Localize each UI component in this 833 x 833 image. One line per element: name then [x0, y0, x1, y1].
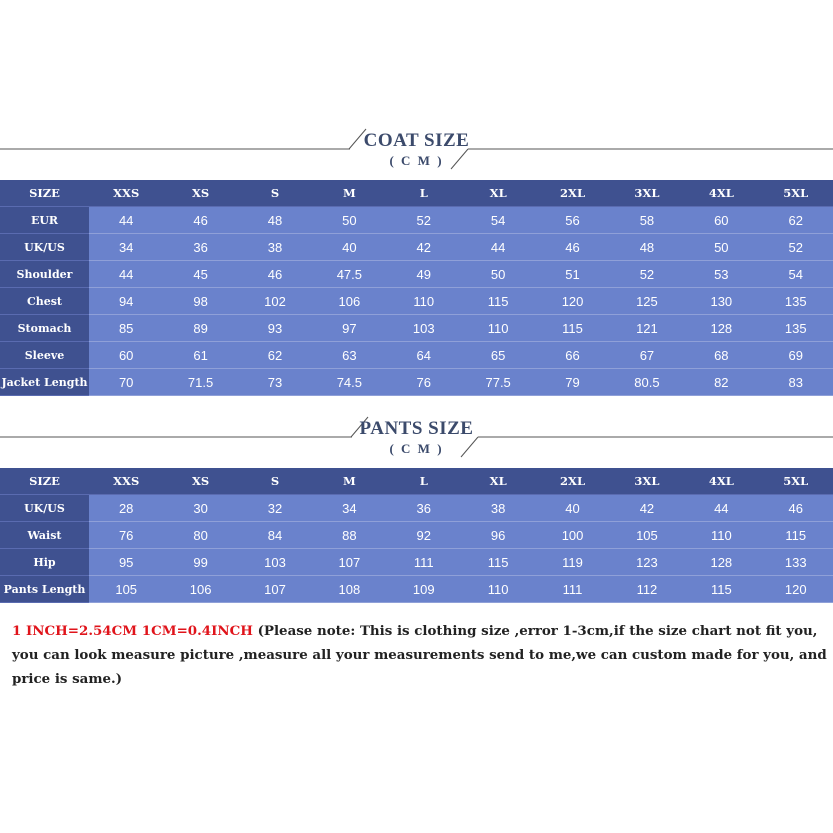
pants-cell: 123 [610, 549, 684, 576]
table-row [0, 576, 833, 603]
coat-cell: 64 [387, 342, 461, 369]
coat-cell: 69 [759, 342, 833, 369]
coat-cell: 82 [684, 369, 758, 396]
coat-cell: 67 [610, 342, 684, 369]
coat-cell: 121 [610, 315, 684, 342]
table-row [0, 342, 833, 369]
coat-cell: 48 [238, 207, 312, 234]
pants-size-header: L [387, 468, 461, 495]
coat-cell: 44 [89, 207, 163, 234]
coat-header-row [0, 180, 833, 207]
coat-cell: 135 [759, 315, 833, 342]
coat-cell: 40 [312, 234, 386, 261]
coat-cell: 120 [535, 288, 609, 315]
coat-size-header: XL [461, 180, 535, 207]
pants-title-block [0, 413, 833, 463]
coat-size-header: S [238, 180, 312, 207]
coat-cell: 61 [163, 342, 237, 369]
coat-unit: ( C M ) [389, 153, 444, 168]
coat-cell: 94 [89, 288, 163, 315]
coat-cell: 115 [535, 315, 609, 342]
pants-cell: 107 [238, 576, 312, 603]
coat-cell: 97 [312, 315, 386, 342]
coat-cell: 130 [684, 288, 758, 315]
pants-size-table [0, 468, 833, 603]
coat-row-label: Stomach [0, 315, 89, 342]
table-row [0, 288, 833, 315]
pants-cell: 108 [312, 576, 386, 603]
pants-unit: ( C M ) [389, 441, 444, 456]
coat-size-table [0, 180, 833, 396]
pants-cell: 38 [461, 495, 535, 522]
pants-cell: 100 [535, 522, 609, 549]
pants-size-header: 2XL [535, 468, 609, 495]
coat-cell: 128 [684, 315, 758, 342]
pants-cell: 109 [387, 576, 461, 603]
coat-cell: 135 [759, 288, 833, 315]
pants-cell: 40 [535, 495, 609, 522]
coat-size-header: M [312, 180, 386, 207]
table-row [0, 369, 833, 396]
pants-cell: 119 [535, 549, 609, 576]
pants-cell: 99 [163, 549, 237, 576]
pants-cell: 115 [684, 576, 758, 603]
coat-cell: 46 [238, 261, 312, 288]
coat-cell: 89 [163, 315, 237, 342]
pants-cell: 111 [387, 549, 461, 576]
coat-cell: 44 [461, 234, 535, 261]
coat-cell: 38 [238, 234, 312, 261]
pants-cell: 105 [89, 576, 163, 603]
coat-cell: 52 [387, 207, 461, 234]
coat-cell: 68 [684, 342, 758, 369]
pants-size-header: S [238, 468, 312, 495]
coat-cell: 45 [163, 261, 237, 288]
table-row [0, 315, 833, 342]
pants-cell: 96 [461, 522, 535, 549]
coat-cell: 48 [610, 234, 684, 261]
coat-cell: 106 [312, 288, 386, 315]
coat-cell: 63 [312, 342, 386, 369]
coat-cell: 52 [610, 261, 684, 288]
table-row [0, 495, 833, 522]
size-note [12, 619, 827, 691]
coat-row-label: Chest [0, 288, 89, 315]
coat-cell: 53 [684, 261, 758, 288]
coat-cell: 50 [461, 261, 535, 288]
pants-title: PANTS SIZE [359, 418, 474, 439]
coat-cell: 115 [461, 288, 535, 315]
coat-cell: 76 [387, 369, 461, 396]
note-text: (Please note: This is clothing size ,error 1-3cm,if the size chart not fit you, you can look measure picture ,measure all your measurements send to me,we can custom made for you, and price is same.) [12, 623, 827, 687]
coat-cell: 62 [238, 342, 312, 369]
coat-cell: 44 [89, 261, 163, 288]
coat-cell: 93 [238, 315, 312, 342]
pants-row-label: Waist [0, 522, 89, 549]
coat-cell: 34 [89, 234, 163, 261]
pants-cell: 28 [89, 495, 163, 522]
pants-size-header: XL [461, 468, 535, 495]
coat-cell: 80.5 [610, 369, 684, 396]
pants-cell: 46 [759, 495, 833, 522]
pants-row-label: Pants Length [0, 576, 89, 603]
pants-cell: 42 [610, 495, 684, 522]
conversion-note: 1 INCH=2.54CM 1CM=0.4INCH [12, 623, 253, 639]
coat-cell: 46 [163, 207, 237, 234]
pants-cell: 80 [163, 522, 237, 549]
coat-cell: 51 [535, 261, 609, 288]
pants-cell: 105 [610, 522, 684, 549]
pants-row-label: Hip [0, 549, 89, 576]
coat-cell: 49 [387, 261, 461, 288]
pants-cell: 32 [238, 495, 312, 522]
pants-size-header: XS [163, 468, 237, 495]
coat-cell: 60 [89, 342, 163, 369]
pants-cell: 133 [759, 549, 833, 576]
coat-cell: 83 [759, 369, 833, 396]
coat-size-header: 2XL [535, 180, 609, 207]
coat-cell: 125 [610, 288, 684, 315]
coat-cell: 79 [535, 369, 609, 396]
coat-cell: 42 [387, 234, 461, 261]
coat-row-label: Sleeve [0, 342, 89, 369]
pants-size-header: 4XL [684, 468, 758, 495]
pants-size-header: 5XL [759, 468, 833, 495]
coat-size-header: 3XL [610, 180, 684, 207]
coat-header-size-label: SIZE [0, 180, 89, 207]
coat-cell: 70 [89, 369, 163, 396]
table-row [0, 261, 833, 288]
coat-cell: 56 [535, 207, 609, 234]
pants-cell: 112 [610, 576, 684, 603]
pants-header-row [0, 468, 833, 495]
pants-cell: 92 [387, 522, 461, 549]
coat-cell: 74.5 [312, 369, 386, 396]
coat-cell: 103 [387, 315, 461, 342]
coat-cell: 60 [684, 207, 758, 234]
pants-cell: 115 [759, 522, 833, 549]
coat-cell: 47.5 [312, 261, 386, 288]
table-row [0, 522, 833, 549]
coat-cell: 52 [759, 234, 833, 261]
pants-cell: 95 [89, 549, 163, 576]
coat-size-header: 4XL [684, 180, 758, 207]
pants-cell: 110 [461, 576, 535, 603]
pants-size-header: M [312, 468, 386, 495]
coat-size-header: XS [163, 180, 237, 207]
coat-size-header: XXS [89, 180, 163, 207]
coat-cell: 36 [163, 234, 237, 261]
coat-cell: 54 [461, 207, 535, 234]
coat-row-label: Shoulder [0, 261, 89, 288]
coat-cell: 73 [238, 369, 312, 396]
pants-cell: 76 [89, 522, 163, 549]
pants-cell: 103 [238, 549, 312, 576]
coat-cell: 71.5 [163, 369, 237, 396]
pants-cell: 110 [684, 522, 758, 549]
pants-row-label: UK/US [0, 495, 89, 522]
coat-row-label: Jacket Length [0, 369, 89, 396]
table-row [0, 234, 833, 261]
pants-size-header: XXS [89, 468, 163, 495]
coat-cell: 102 [238, 288, 312, 315]
coat-size-header: L [387, 180, 461, 207]
coat-cell: 50 [684, 234, 758, 261]
coat-cell: 50 [312, 207, 386, 234]
pants-cell: 107 [312, 549, 386, 576]
table-row [0, 207, 833, 234]
coat-title: COAT SIZE [363, 130, 470, 151]
pants-cell: 36 [387, 495, 461, 522]
coat-cell: 62 [759, 207, 833, 234]
pants-cell: 120 [759, 576, 833, 603]
coat-cell: 85 [89, 315, 163, 342]
coat-row-label: EUR [0, 207, 89, 234]
pants-cell: 44 [684, 495, 758, 522]
pants-cell: 88 [312, 522, 386, 549]
coat-cell: 58 [610, 207, 684, 234]
coat-title-block [0, 125, 833, 175]
coat-row-label: UK/US [0, 234, 89, 261]
coat-cell: 77.5 [461, 369, 535, 396]
coat-cell: 110 [387, 288, 461, 315]
coat-cell: 98 [163, 288, 237, 315]
coat-cell: 54 [759, 261, 833, 288]
pants-cell: 34 [312, 495, 386, 522]
pants-cell: 111 [535, 576, 609, 603]
pants-cell: 84 [238, 522, 312, 549]
coat-cell: 65 [461, 342, 535, 369]
pants-cell: 106 [163, 576, 237, 603]
pants-header-size-label: SIZE [0, 468, 89, 495]
pants-cell: 115 [461, 549, 535, 576]
pants-cell: 30 [163, 495, 237, 522]
pants-size-header: 3XL [610, 468, 684, 495]
coat-cell: 46 [535, 234, 609, 261]
table-row [0, 549, 833, 576]
coat-cell: 110 [461, 315, 535, 342]
coat-size-header: 5XL [759, 180, 833, 207]
coat-cell: 66 [535, 342, 609, 369]
pants-cell: 128 [684, 549, 758, 576]
